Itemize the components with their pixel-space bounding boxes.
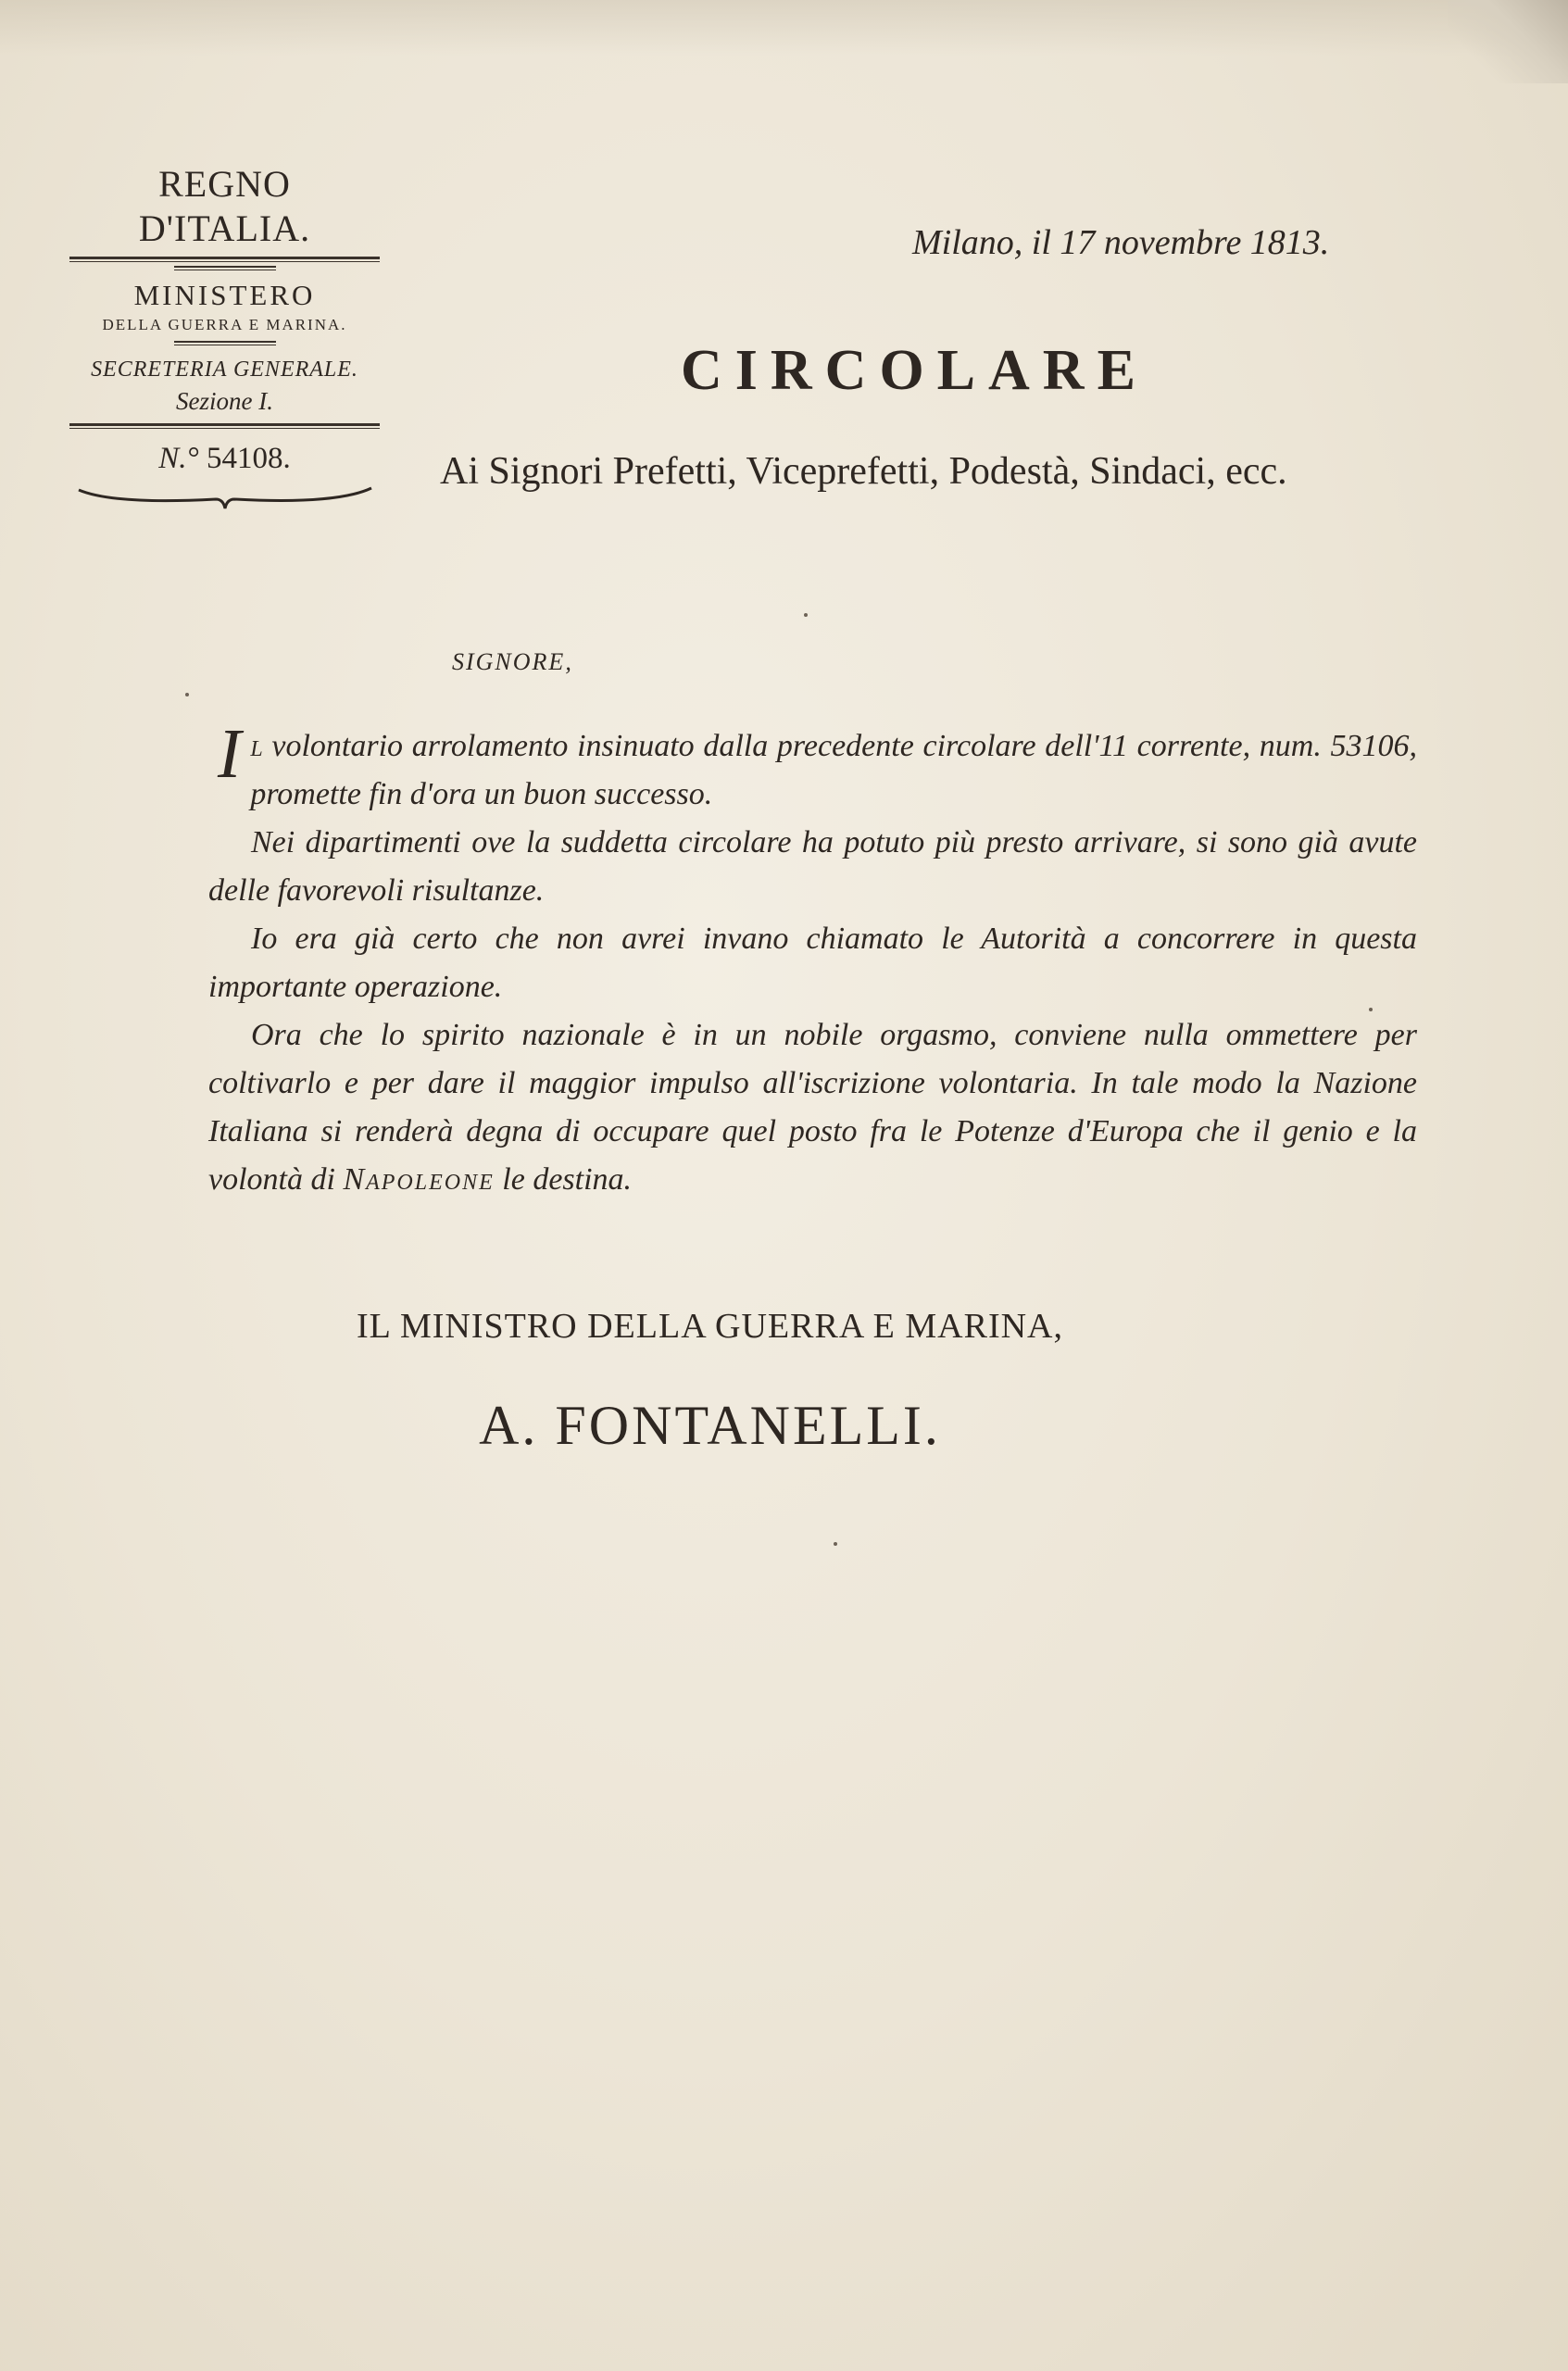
decorative-brace [77, 484, 373, 510]
body-paragraph-1 [208, 715, 1417, 819]
body-paragraph-2: Nei dipartimenti ove la suddetta circolare ha potuto più presto arrivare, si sono già avute delle favorevoli risultanze. [208, 825, 1417, 908]
ministry-name: MINISTERO [133, 279, 316, 311]
ministry-header [69, 162, 380, 510]
ministry-short-rule [174, 341, 276, 345]
paper-speck [185, 693, 189, 696]
header-short-rule [174, 266, 276, 270]
body-paragraph-4 [208, 1011, 1417, 1204]
paper-speck [1369, 1008, 1373, 1011]
section-label: Sezione I. [176, 387, 273, 415]
addressees-line: Ai Signori Prefetti, Viceprefetti, Podestà, Sindaci, ecc. [440, 450, 1287, 493]
body-paragraph-3: Io era già certo che non avrei invano chiamato le Autorità a concorrere in questa importante operazione. [208, 922, 1417, 1004]
protocol-number-label: N.° [158, 442, 199, 475]
letter-body [208, 715, 1417, 1204]
ministry-department: DELLA GUERRA E MARINA. [102, 316, 347, 333]
paper-speck [834, 1542, 837, 1546]
salutation: SIGNORE, [452, 648, 573, 675]
body-paragraph-4-end: le destina. [494, 1162, 633, 1197]
drop-cap: I [218, 715, 242, 793]
drop-cap-continuation: l [250, 729, 263, 763]
protocol-number-value: 54108. [206, 442, 291, 475]
paper-speck [804, 613, 808, 617]
section-rule [69, 423, 380, 429]
document-title: CIRCOLARE [681, 339, 1148, 402]
minister-title: IL MINISTRO DELLA GUERRA E MARINA, [356, 1307, 1063, 1346]
body-paragraph-4-text: Ora che lo spirito nazionale è in un nobile orgasmo, conviene nulla ommettere per coltivarlo e per dare il maggior impulso all'iscrizione volontaria. In tale modo la Nazione Italiana si renderà degna di occupare quel posto fra le Potenze d'Europa che il genio e la volontà di [208, 1018, 1417, 1197]
kingdom-heading: REGNO D'ITALIA. [138, 163, 311, 249]
secretary-label: SECRETERIA GENERALE. [91, 358, 358, 382]
body-paragraph-1-text: volontario arrolamento insinuato dalla precedente circolare dell'11 corrente, num. 53106, promette fin d'ora un buon successo. [250, 729, 1417, 811]
document-date: Milano, il 17 novembre 1813. [912, 223, 1330, 262]
emperor-name: Napoleone [343, 1162, 495, 1197]
header-rule [69, 257, 380, 262]
minister-name: A. FONTANELLI. [479, 1395, 941, 1456]
protocol-number [69, 438, 380, 479]
